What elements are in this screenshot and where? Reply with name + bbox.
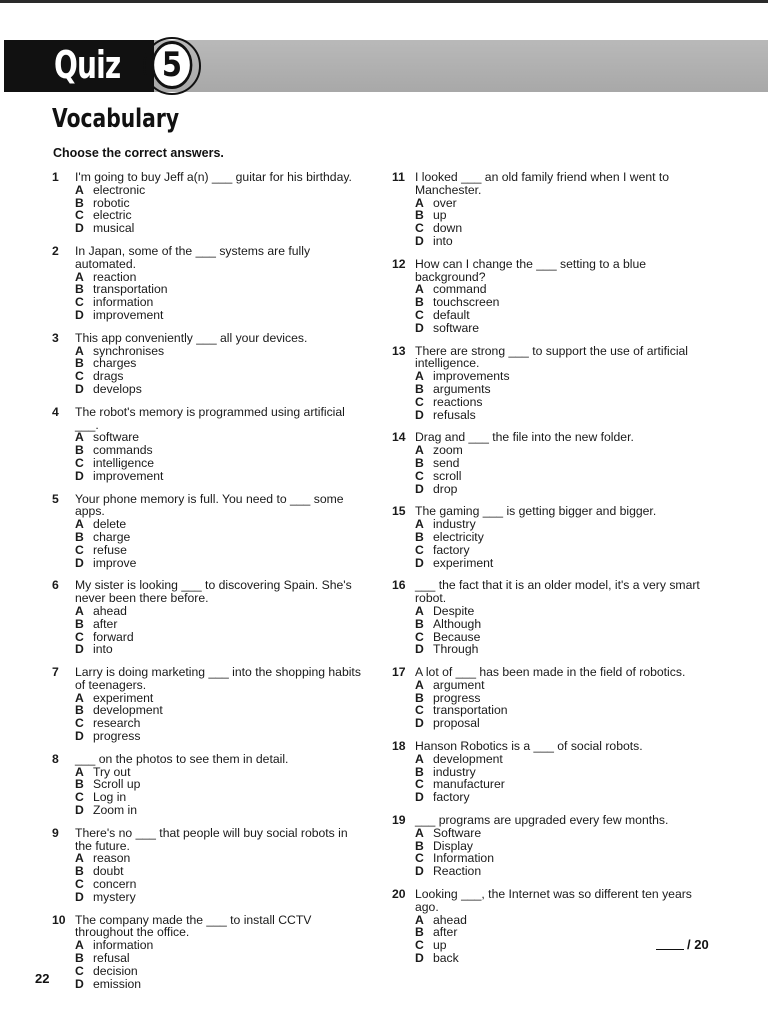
option-label: back bbox=[433, 951, 459, 966]
answer-option[interactable] bbox=[415, 409, 702, 422]
option-label: Because bbox=[433, 629, 481, 644]
option-letter: A bbox=[75, 690, 84, 705]
option-label: send bbox=[433, 455, 460, 470]
option-letter: B bbox=[415, 616, 424, 631]
option-label: Zoom in bbox=[93, 803, 138, 818]
option-letter: C bbox=[415, 394, 424, 409]
option-letter: D bbox=[415, 407, 424, 422]
option-letter: D bbox=[415, 555, 424, 570]
option-letter: D bbox=[415, 864, 424, 879]
option-letter: B bbox=[415, 208, 424, 223]
question-11 bbox=[392, 171, 702, 248]
option-label: concern bbox=[93, 877, 137, 892]
question-7 bbox=[52, 666, 362, 743]
option-label: musical bbox=[93, 221, 135, 236]
score-total: / 20 bbox=[687, 937, 709, 952]
option-letter: B bbox=[415, 529, 424, 544]
option-letter: D bbox=[75, 729, 84, 744]
option-letter: B bbox=[415, 295, 424, 310]
question-number: 14 bbox=[392, 430, 406, 445]
option-label: intelligence bbox=[93, 455, 154, 470]
question-text: Hanson Robotics is a ___ of social robots. bbox=[415, 739, 643, 754]
question-text: I looked ___ an old family friend when I went to Manchester. bbox=[415, 170, 670, 197]
option-label: Try out bbox=[93, 764, 131, 779]
option-label: Reaction bbox=[433, 864, 482, 879]
option-letter: B bbox=[415, 838, 424, 853]
option-label: improvements bbox=[433, 369, 510, 384]
answer-option[interactable] bbox=[75, 470, 362, 483]
option-label: transportation bbox=[433, 703, 508, 718]
option-label: improvement bbox=[93, 468, 164, 483]
option-letter: A bbox=[75, 343, 84, 358]
answer-option[interactable] bbox=[75, 383, 362, 396]
question-number: 16 bbox=[392, 578, 406, 593]
question-15 bbox=[392, 505, 702, 569]
option-letter: C bbox=[75, 963, 84, 978]
option-label: command bbox=[433, 282, 487, 297]
option-letter: B bbox=[75, 864, 84, 879]
option-letter: B bbox=[75, 356, 84, 371]
option-label: mystery bbox=[93, 889, 136, 904]
option-letter: D bbox=[75, 555, 84, 570]
option-letter: D bbox=[415, 951, 424, 966]
option-letter: C bbox=[75, 455, 84, 470]
option-label: industry bbox=[433, 764, 476, 779]
answer-option[interactable] bbox=[415, 791, 702, 804]
page-number: 22 bbox=[35, 971, 50, 986]
option-letter: B bbox=[75, 616, 84, 631]
option-letter: D bbox=[415, 320, 424, 335]
option-letter: B bbox=[75, 951, 84, 966]
option-label: drags bbox=[93, 369, 124, 384]
option-letter: B bbox=[415, 925, 424, 940]
option-label: Log in bbox=[93, 790, 127, 805]
question-17 bbox=[392, 666, 702, 730]
option-label: robotic bbox=[93, 195, 130, 210]
option-letter: D bbox=[75, 307, 84, 322]
option-letter: A bbox=[415, 912, 424, 927]
option-label: Despite bbox=[433, 603, 475, 618]
answer-option[interactable] bbox=[415, 483, 702, 496]
question-number: 13 bbox=[392, 343, 406, 358]
option-label: Software bbox=[433, 825, 482, 840]
answer-option[interactable] bbox=[75, 978, 362, 991]
option-label: software bbox=[93, 430, 140, 445]
option-letter: C bbox=[415, 468, 424, 483]
option-letter: A bbox=[415, 369, 424, 384]
section-title: Vocabulary bbox=[52, 104, 180, 134]
question-text: There are strong ___ to support the use of artificial intelligence. bbox=[415, 343, 689, 371]
option-letter: A bbox=[415, 195, 424, 210]
option-label: transportation bbox=[93, 282, 168, 297]
question-1 bbox=[52, 171, 362, 235]
answer-option[interactable] bbox=[415, 222, 702, 235]
option-label: refusal bbox=[93, 951, 130, 966]
option-label: progress bbox=[433, 690, 481, 705]
question-number: 20 bbox=[392, 887, 406, 902]
answer-option[interactable] bbox=[415, 865, 702, 878]
quiz-title: Quiz bbox=[54, 43, 121, 87]
question-text: How can I change the ___ setting to a blue background? bbox=[415, 256, 647, 284]
option-letter: B bbox=[75, 443, 84, 458]
answer-option[interactable] bbox=[415, 952, 702, 965]
question-text: Larry is doing marketing ___ into the shopping habits of teenagers. bbox=[75, 665, 361, 692]
question-text: There's no ___ that people will buy social robots in the future. bbox=[75, 825, 348, 853]
question-8 bbox=[52, 753, 362, 817]
question-number: 3 bbox=[52, 330, 59, 345]
option-letter: B bbox=[415, 381, 424, 396]
answer-option[interactable] bbox=[415, 643, 702, 656]
option-label: electronic bbox=[93, 182, 146, 197]
option-label: factory bbox=[433, 790, 470, 805]
option-letter: D bbox=[75, 803, 84, 818]
question-text: ___ the fact that it is an older model, it's a very smart robot. bbox=[415, 578, 700, 606]
option-label: charge bbox=[93, 529, 131, 544]
option-letter: B bbox=[75, 777, 84, 792]
option-letter: A bbox=[415, 603, 424, 618]
answer-option[interactable] bbox=[415, 470, 702, 483]
option-label: delete bbox=[93, 517, 127, 532]
answer-option[interactable] bbox=[75, 643, 362, 656]
question-6 bbox=[52, 579, 362, 656]
question-number: 5 bbox=[52, 491, 59, 506]
option-label: progress bbox=[93, 729, 141, 744]
question-text: A lot of ___ has been made in the field of robotics. bbox=[415, 665, 686, 680]
option-label: Display bbox=[433, 838, 473, 853]
question-12 bbox=[392, 258, 702, 335]
option-letter: B bbox=[415, 455, 424, 470]
option-label: after bbox=[93, 616, 118, 631]
question-18 bbox=[392, 740, 702, 804]
option-label: reason bbox=[93, 851, 131, 866]
option-label: software bbox=[433, 320, 480, 335]
question-text: My sister is looking ___ to discovering Spain. She's never been there before. bbox=[75, 578, 352, 606]
question-number: 18 bbox=[392, 739, 406, 754]
answer-option[interactable] bbox=[75, 222, 362, 235]
option-letter: D bbox=[75, 889, 84, 904]
question-number: 15 bbox=[392, 504, 406, 519]
option-letter: B bbox=[75, 703, 84, 718]
option-letter: A bbox=[75, 182, 84, 197]
option-label: reactions bbox=[433, 394, 483, 409]
question-number: 7 bbox=[52, 665, 59, 680]
answer-option[interactable] bbox=[75, 309, 362, 322]
question-number: 12 bbox=[392, 256, 406, 271]
option-label: drop bbox=[433, 481, 458, 496]
answer-option[interactable] bbox=[415, 322, 702, 335]
option-letter: B bbox=[415, 690, 424, 705]
option-label: charges bbox=[93, 356, 137, 371]
option-letter: C bbox=[415, 542, 424, 557]
quiz-header bbox=[4, 40, 768, 92]
question-number: 4 bbox=[52, 404, 59, 419]
question-text: I'm going to buy Jeff a(n) ___ guitar for his birthday. bbox=[75, 170, 352, 184]
option-letter: C bbox=[415, 851, 424, 866]
option-label: reaction bbox=[93, 269, 137, 284]
option-letter: B bbox=[75, 282, 84, 297]
option-label: up bbox=[433, 938, 447, 953]
question-20 bbox=[392, 888, 702, 965]
option-label: argument bbox=[433, 677, 485, 692]
answer-option[interactable] bbox=[415, 914, 702, 927]
question-text: Your phone memory is full. You need to ___ some apps. bbox=[75, 491, 344, 519]
question-5 bbox=[52, 493, 362, 570]
option-letter: D bbox=[415, 790, 424, 805]
option-letter: A bbox=[415, 443, 424, 458]
quiz-number-badge: 5 bbox=[152, 41, 193, 89]
option-label: synchronises bbox=[93, 343, 165, 358]
option-label: refusals bbox=[433, 407, 476, 422]
option-letter: C bbox=[415, 703, 424, 718]
option-letter: C bbox=[415, 221, 424, 236]
answer-option[interactable] bbox=[415, 197, 702, 210]
question-9 bbox=[52, 827, 362, 904]
option-label: default bbox=[433, 307, 470, 322]
question-number: 8 bbox=[52, 751, 59, 766]
question-text: ___ on the photos to see them in detail. bbox=[75, 751, 289, 766]
option-label: arguments bbox=[433, 381, 491, 396]
option-label: ahead bbox=[93, 603, 127, 618]
answer-option[interactable] bbox=[75, 631, 362, 644]
option-label: Although bbox=[433, 616, 482, 631]
question-16 bbox=[392, 579, 702, 656]
option-letter: C bbox=[415, 777, 424, 792]
option-label: doubt bbox=[93, 864, 124, 879]
option-label: decision bbox=[93, 963, 138, 978]
top-rule bbox=[0, 0, 768, 3]
option-label: information bbox=[93, 295, 154, 310]
option-label: improvement bbox=[93, 307, 164, 322]
instructions: Choose the correct answers. bbox=[53, 146, 224, 160]
question-text: This app conveniently ___ all your devices. bbox=[75, 330, 308, 345]
option-label: emission bbox=[93, 976, 142, 991]
question-4 bbox=[52, 406, 362, 483]
question-text: The company made the ___ to install CCTV throughout the office. bbox=[75, 912, 312, 940]
question-text: Drag and ___ the file into the new folder. bbox=[415, 430, 634, 445]
question-14 bbox=[392, 431, 702, 495]
answer-option[interactable] bbox=[415, 235, 702, 248]
option-label: forward bbox=[93, 629, 134, 644]
option-letter: B bbox=[75, 529, 84, 544]
option-label: Scroll up bbox=[93, 777, 141, 792]
answer-option[interactable] bbox=[415, 717, 702, 730]
option-letter: B bbox=[415, 764, 424, 779]
answer-option[interactable] bbox=[75, 605, 362, 618]
answer-option[interactable] bbox=[75, 804, 362, 817]
option-letter: C bbox=[415, 938, 424, 953]
option-label: proposal bbox=[433, 716, 480, 731]
option-letter: C bbox=[75, 295, 84, 310]
header-grey-band bbox=[154, 40, 768, 92]
option-letter: C bbox=[75, 629, 84, 644]
option-letter: C bbox=[75, 877, 84, 892]
option-letter: A bbox=[75, 764, 84, 779]
option-letter: A bbox=[75, 851, 84, 866]
option-label: into bbox=[93, 642, 113, 657]
option-letter: C bbox=[75, 542, 84, 557]
option-label: commands bbox=[93, 443, 153, 458]
option-label: ahead bbox=[433, 912, 467, 927]
option-letter: C bbox=[75, 790, 84, 805]
option-letter: A bbox=[75, 269, 84, 284]
score-blank bbox=[656, 949, 684, 950]
option-label: after bbox=[433, 925, 458, 940]
option-label: down bbox=[433, 221, 463, 236]
question-text: The gaming ___ is getting bigger and bigger. bbox=[415, 504, 657, 519]
option-label: improve bbox=[93, 555, 137, 570]
option-label: into bbox=[433, 233, 453, 248]
option-letter: A bbox=[415, 282, 424, 297]
option-label: experiment bbox=[93, 690, 154, 705]
option-letter: D bbox=[415, 716, 424, 731]
answer-option[interactable] bbox=[75, 557, 362, 570]
score-box bbox=[656, 937, 709, 952]
question-19 bbox=[392, 814, 702, 878]
option-label: scroll bbox=[433, 468, 462, 483]
option-label: factory bbox=[433, 542, 470, 557]
option-label: industry bbox=[433, 517, 476, 532]
question-number: 2 bbox=[52, 243, 59, 258]
option-label: research bbox=[93, 716, 141, 731]
option-letter: D bbox=[75, 468, 84, 483]
option-label: information bbox=[93, 938, 154, 953]
option-label: development bbox=[93, 703, 163, 718]
question-number: 9 bbox=[52, 825, 59, 840]
option-letter: D bbox=[75, 381, 84, 396]
option-label: touchscreen bbox=[433, 295, 500, 310]
option-letter: A bbox=[415, 677, 424, 692]
question-2 bbox=[52, 245, 362, 322]
option-label: experiment bbox=[433, 555, 494, 570]
question-text: ___ programs are upgraded every few months. bbox=[415, 813, 669, 828]
question-column-left bbox=[52, 171, 362, 1000]
option-letter: D bbox=[415, 642, 424, 657]
answer-option[interactable] bbox=[415, 557, 702, 570]
option-letter: A bbox=[415, 517, 424, 532]
option-letter: C bbox=[415, 629, 424, 644]
option-letter: A bbox=[75, 517, 84, 532]
option-label: manufacturer bbox=[433, 777, 505, 792]
option-letter: C bbox=[415, 307, 424, 322]
option-label: electric bbox=[93, 208, 132, 223]
option-letter: D bbox=[415, 233, 424, 248]
option-letter: C bbox=[75, 716, 84, 731]
option-letter: A bbox=[75, 938, 84, 953]
option-letter: D bbox=[415, 481, 424, 496]
option-label: Information bbox=[433, 851, 494, 866]
option-letter: C bbox=[75, 208, 84, 223]
question-text: Looking ___, the Internet was so different ten years ago. bbox=[415, 887, 692, 914]
option-letter: A bbox=[75, 430, 84, 445]
option-label: develops bbox=[93, 381, 142, 396]
question-number: 17 bbox=[392, 665, 406, 680]
question-number: 6 bbox=[52, 578, 59, 593]
option-label: refuse bbox=[93, 542, 127, 557]
option-letter: A bbox=[415, 825, 424, 840]
question-text: The robot's memory is programmed using artificial ___. bbox=[75, 404, 345, 432]
question-13 bbox=[392, 345, 702, 422]
option-letter: A bbox=[415, 751, 424, 766]
option-label: over bbox=[433, 195, 457, 210]
question-number: 10 bbox=[52, 912, 66, 927]
option-letter: B bbox=[75, 195, 84, 210]
question-number: 11 bbox=[392, 170, 405, 184]
question-number: 19 bbox=[392, 813, 406, 828]
option-label: development bbox=[433, 751, 503, 766]
option-letter: A bbox=[75, 603, 84, 618]
question-text: In Japan, some of the ___ systems are fully automated. bbox=[75, 243, 311, 271]
question-3 bbox=[52, 332, 362, 396]
option-letter: D bbox=[75, 976, 84, 991]
option-label: zoom bbox=[433, 443, 463, 458]
option-letter: C bbox=[75, 369, 84, 384]
question-column-right bbox=[392, 171, 702, 975]
question-number: 1 bbox=[52, 170, 59, 184]
question-10 bbox=[52, 914, 362, 991]
answer-option[interactable] bbox=[75, 891, 362, 904]
answer-option[interactable] bbox=[75, 730, 362, 743]
option-label: electricity bbox=[433, 529, 484, 544]
option-label: Through bbox=[433, 642, 479, 657]
option-letter: D bbox=[75, 642, 84, 657]
option-label: up bbox=[433, 208, 447, 223]
option-letter: D bbox=[75, 221, 84, 236]
